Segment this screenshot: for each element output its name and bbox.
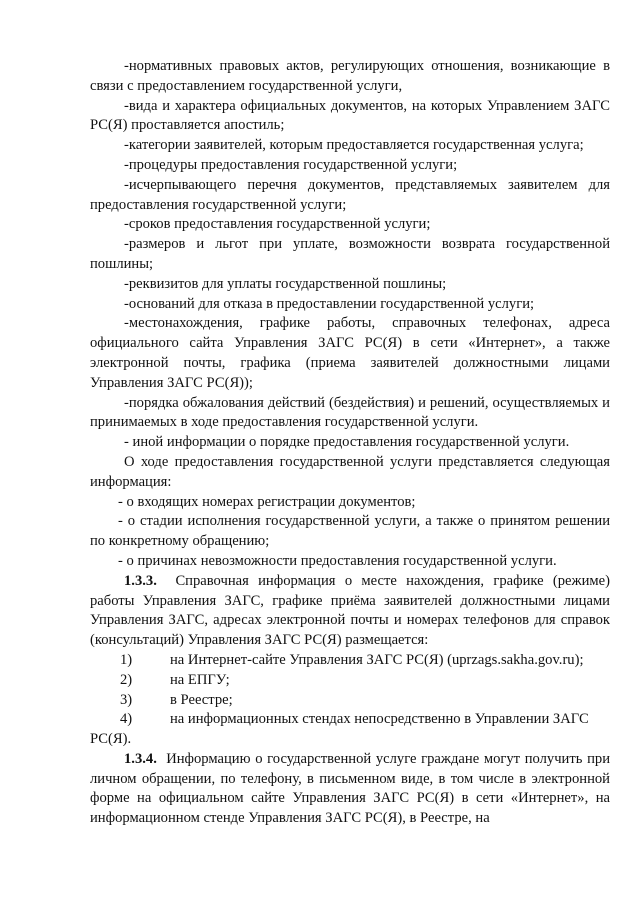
placement-text: на ЕПГУ; <box>170 671 230 688</box>
info-item: -исчерпывающего перечня документов, представляемых заявителем для предоставления государственной услуги; <box>90 176 610 213</box>
progress-item: - о стадии исполнения государственной услуги, а также о принятом решении по конкретному обращению; <box>90 513 610 550</box>
placement-item-2 <box>90 671 610 691</box>
placement-number: 4) <box>120 711 133 728</box>
section-number: 1.3.4. <box>124 750 157 767</box>
info-item: -процедуры предоставления государственной услуги; <box>124 156 458 173</box>
placement-number: 2) <box>120 671 133 688</box>
info-item: -реквизитов для уплаты государственной пошлины; <box>124 275 447 292</box>
info-item: -оснований для отказа в предоставлении государственной услуги; <box>124 295 535 312</box>
placement-item-1 <box>90 651 610 671</box>
info-item: -размеров и льгот при уплате, возможности возврата государственной пошлины; <box>90 236 610 272</box>
placement-text: на информационных стендах непосредственно в Управлении ЗАГС <box>170 711 589 728</box>
section-1-3-3 <box>90 572 610 651</box>
info-item: -порядка обжалования действий (бездействия) и решений, осуществляемых и принимаемых в ходе предоставления государственной услуги. <box>90 394 610 431</box>
info-item: -вида и характера официальных документов, на которых Управлением ЗАГС РС(Я) проставляется апостиль; <box>90 97 610 134</box>
placement-number: 3) <box>120 691 133 708</box>
info-item: - иной информации о порядке предоставления государственной услуги. <box>124 434 570 451</box>
document-page <box>90 57 610 829</box>
progress-item: - о причинах невозможности предоставления государственной услуги. <box>118 552 557 569</box>
placement-text: на Интернет-сайте Управления ЗАГС РС(Я) (uprzags.sakha.gov.ru); <box>170 651 584 668</box>
placement-item-3 <box>90 691 610 711</box>
section-number: 1.3.3. <box>124 572 157 589</box>
placement-item-4 <box>90 710 610 730</box>
progress-item: - о входящих номерах регистрации документов; <box>118 493 416 510</box>
info-item: -местонахождения, графике работы, справочных телефонах, адреса официального сайта Управления ЗАГС РС(Я) в сети «Интернет», а также электронной почты, графика (приема заявителей должностными лицами Управления ЗАГС РС(Я)); <box>90 315 610 391</box>
placement-number: 1) <box>120 651 133 668</box>
progress-intro: О ходе предоставления государственной услуги представляется следующая информация: <box>90 453 610 490</box>
info-item: -нормативных правовых актов, регулирующих отношения, возникающие в связи с предоставлением государственной услуги, <box>90 58 610 94</box>
placement-text: в Реестре; <box>170 691 233 708</box>
info-item: -сроков предоставления государственной услуги; <box>124 216 431 233</box>
section-text: Информацию о государственной услуге граждане могут получить при личном обращении, по телефону, в письменном виде, в том числе в электронной форме на официальном сайте Управления ЗАГС РС(Я) в сети «Интернет», на информационном стенде Управления ЗАГС РС(Я), в Реестре, на <box>90 750 610 827</box>
placement-text-continued: РС(Я). <box>90 731 132 748</box>
info-item: -категории заявителей, которым предоставляется государственная услуга; <box>124 137 584 154</box>
section-1-3-4 <box>90 750 610 829</box>
section-text: Справочная информация о месте нахождения, графике (режиме) работы Управления ЗАГС, графике приёма заявителей должностными лицами Управления ЗАГС, адресах электронной почты и номерах телефонов для справок (консультаций) Управления ЗАГС РС(Я) размещается: <box>90 572 610 649</box>
